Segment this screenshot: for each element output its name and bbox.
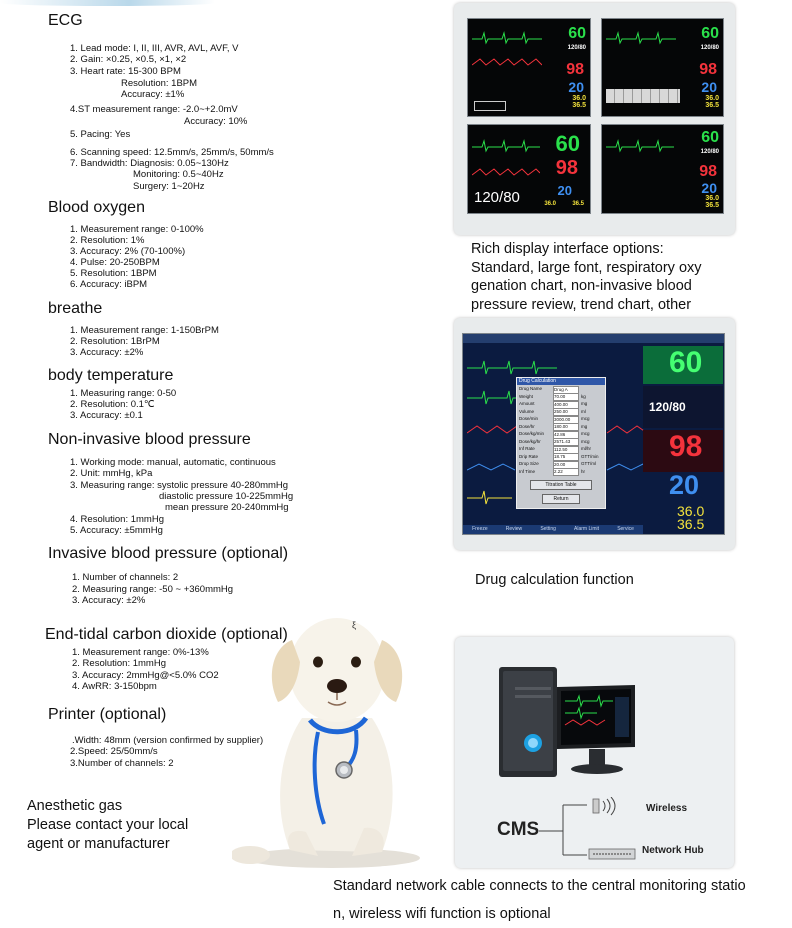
hr-value: 60 — [568, 25, 586, 42]
drug-field-label: Dose/kg/hr — [519, 438, 541, 444]
network-connection-lines — [539, 797, 639, 861]
drug-field-label: Inf Time — [519, 468, 536, 474]
drug-field-value[interactable]: 42.86 — [553, 431, 579, 439]
breathe-heading: breathe — [48, 300, 103, 317]
drug-field-row — [517, 445, 605, 453]
hr-value: 60 — [701, 129, 719, 146]
nibp-mean: mean pressure 20-240mmHg — [165, 502, 289, 513]
display-caption-line-3: genation chart, non-invasive blood — [471, 278, 692, 294]
temp-value-2: 36.5 — [705, 102, 719, 109]
display-caption-line-2: Standard, large font, respiratory oxy — [471, 259, 702, 276]
drug-field-row — [517, 408, 605, 416]
resp-line-1: 1. Measurement range: 1-150BrPM — [70, 325, 219, 336]
menu-review[interactable]: Review — [505, 526, 523, 532]
blood-oxygen-heading: Blood oxygen — [48, 199, 145, 216]
drug-field-unit: ml/hr — [581, 446, 591, 451]
ecg-line-2: 2. Gain: ×0.25, ×0.5, ×1, ×2 — [70, 54, 187, 65]
anesthetic-gas-line-2: Please contact your local — [27, 817, 189, 833]
temp-value-2: 36.5 — [572, 201, 584, 207]
ecg-waveform — [606, 139, 674, 153]
drug-field-row — [517, 460, 605, 468]
menu-alarm-limit[interactable]: Alarm Limit — [574, 526, 600, 532]
drug-field-value[interactable]: 3000.00 — [553, 416, 579, 424]
monitor-screen-oxycrg — [601, 124, 724, 214]
ibp-line-1: 1. Number of channels: 2 — [72, 572, 179, 583]
printer-line-2: 2.Speed: 25/50mm/s — [70, 746, 158, 757]
resp-value: 20 — [701, 180, 717, 196]
drug-field-unit: mcg — [581, 438, 590, 444]
drug-field-value[interactable]: 18.75 — [553, 453, 579, 461]
spo2-line-5: 5. Resolution: 1BPM — [70, 268, 157, 279]
drug-field-label: Drug Name — [519, 386, 543, 391]
drug-field-unit: mg — [581, 423, 588, 429]
ecg-waveform — [472, 31, 542, 45]
display-options-panel — [454, 3, 735, 235]
nibp-line-4: 4. Resolution: 1mmHg — [70, 514, 164, 525]
etco2-line-4: 4. AwRR: 3-150bpm — [72, 681, 157, 692]
drug-field-label: Dose/hr — [519, 423, 535, 429]
display-caption-line-1: Rich display interface options: — [471, 241, 664, 257]
computer-workstation-image — [485, 657, 685, 782]
ecg-st-range: 4.ST measurement range: -2.0~+2.0mV — [70, 104, 238, 115]
spo2-line-1: 1. Measurement range: 0-100% — [70, 224, 204, 235]
spo2-value: 98 — [566, 61, 584, 78]
ecg-hr-resolution: Resolution: 1BPM — [121, 78, 198, 89]
ecg-line-1: 1. Lead mode: I, II, III, AVR, AVL, AVF, V — [70, 43, 239, 54]
drug-field-unit: mg — [581, 401, 588, 406]
bottom-menu-bar — [463, 525, 643, 534]
temp-value-large-1: 36.0 — [677, 503, 705, 519]
ecg-bandwidth-surgery: Surgery: 1~20Hz — [133, 181, 205, 192]
etco2-line-2: 2. Resolution: 1mmHg — [72, 658, 166, 669]
ecg-waveform — [472, 139, 540, 153]
nibp-value: 120/80 — [700, 149, 719, 155]
drug-field-label: Amount — [519, 401, 535, 406]
temp-value-2: 36.5 — [572, 102, 586, 109]
drug-field-unit — [579, 385, 581, 393]
top-decoration-bar — [0, 0, 215, 6]
menu-freeze[interactable]: Freeze — [472, 526, 488, 532]
monitor-screen-trend — [601, 18, 724, 117]
drug-field-value[interactable]: 180.00 — [553, 423, 579, 431]
etco2-heading: End-tidal carbon dioxide (optional) — [45, 626, 288, 643]
drug-field-unit: kg — [581, 393, 586, 399]
drug-field-unit: GTT/ml — [581, 461, 596, 466]
ibp-line-3: 3. Accuracy: ±2% — [72, 595, 146, 606]
nibp-value-large: 120/80 — [649, 400, 686, 414]
resp-line-2: 2. Resolution: 1BrPM — [70, 336, 160, 347]
resp-value: 20 — [557, 183, 572, 198]
trend-table — [606, 89, 680, 103]
etco2-line-1: 1. Measurement range: 0%-13% — [72, 647, 209, 658]
spo2-line-3: 3. Accuracy: 2% (70-100%) — [70, 246, 186, 257]
network-caption-line-1: Standard network cable connects to the central monitoring statio — [333, 878, 746, 894]
ecg-heading: ECG — [48, 12, 83, 29]
drug-field-label: Inf Rate — [519, 446, 535, 451]
pleth-waveform — [472, 165, 540, 179]
nibp-heading: Non-invasive blood pressure — [48, 431, 251, 448]
temp-value-1: 36.0 — [705, 195, 719, 202]
spo2-line-6: 6. Accuracy: iBPM — [70, 279, 148, 290]
drug-field-label: Weight — [519, 393, 533, 399]
anesthetic-gas-line-1: Anesthetic gas — [27, 798, 123, 814]
drug-calculation-dialog — [516, 377, 606, 509]
ecg-bandwidth: 7. Bandwidth: Diagnosis: 0.05~130Hz — [70, 158, 229, 169]
drug-field-value[interactable]: 250.00 — [553, 408, 579, 416]
temp-line-3: 3. Accuracy: ±0.1 — [70, 410, 143, 421]
hr-value: 60 — [555, 131, 580, 156]
network-caption-line-2: n, wireless wifi function is optional — [333, 906, 551, 922]
anesthetic-gas-line-3: agent or manufacturer — [27, 836, 170, 852]
drug-calculation-screen — [462, 333, 725, 535]
temp-value-1: 36.0 — [705, 95, 719, 102]
resp-value-large: 20 — [669, 470, 700, 500]
drug-field-value[interactable]: 112.50 — [553, 446, 579, 454]
nibp-diastolic: diastolic pressure 10-225mmHg — [159, 491, 294, 502]
nibp-value: 120/80 — [567, 45, 586, 51]
temp-value-1: 36.0 — [572, 95, 586, 102]
drug-field-row — [517, 468, 605, 476]
temp-line-2: 2. Resolution: 0.1℃ — [70, 399, 155, 410]
nibp-line-1: 1. Working mode: manual, automatic, continuous — [70, 457, 276, 468]
menu-setting[interactable]: Setting — [540, 526, 556, 532]
etco2-line-3: 3. Accuracy: 2mmHg@<5.0% CO2 — [72, 670, 219, 681]
temp-value-1: 36.0 — [544, 201, 556, 207]
drug-field-list — [517, 385, 605, 475]
printer-line-3: 3.Number of channels: 2 — [70, 758, 174, 769]
ibp-heading: Invasive blood pressure (optional) — [48, 545, 289, 562]
resp-value: 20 — [701, 79, 717, 95]
titration-table-button[interactable]: Titration Table — [530, 480, 592, 490]
ecg-line-3: 3. Heart rate: 15-300 BPM — [70, 66, 181, 77]
monitor-screen-standard — [467, 18, 591, 117]
drug-field-row — [517, 423, 605, 431]
monitor-screen-large-font — [467, 124, 591, 214]
drug-field-label: Dose/min — [519, 416, 539, 421]
ecg-st-accuracy: Accuracy: 10% — [184, 116, 248, 127]
temperature-heading: body temperature — [48, 367, 174, 384]
temp-line-1: 1. Measuring range: 0-50 — [70, 388, 177, 399]
drug-field-value[interactable]: 400.00 — [553, 401, 579, 409]
ecg-hr-accuracy: Accuracy: ±1% — [121, 89, 185, 100]
temp-value-large-2: 36.5 — [677, 516, 705, 532]
menu-service[interactable]: Service — [617, 526, 634, 532]
ecg-pacing: 5. Pacing: Yes — [70, 129, 131, 140]
ecg-scanning-speed: 6. Scanning speed: 12.5mm/s, 25mm/s, 50mm/s — [70, 147, 274, 158]
drug-field-row — [517, 415, 605, 423]
printer-heading: Printer (optional) — [48, 706, 167, 723]
ecg-bandwidth-monitoring: Monitoring: 0.5~40Hz — [133, 169, 224, 180]
spo2-value: 98 — [555, 157, 578, 179]
drug-field-value[interactable]: 2.22 — [553, 468, 579, 476]
drug-field-row — [517, 385, 605, 393]
nibp-line-2: 2. Unit: mmHg, kPa — [70, 468, 153, 479]
drug-field-value[interactable]: Drug A — [553, 386, 579, 394]
drug-field-label: Drip Rate — [519, 453, 539, 459]
ecg-waveform — [606, 31, 676, 45]
printer-line-1: .Width: 48mm (version confirmed by supplier) — [72, 735, 264, 746]
spo2-value: 98 — [699, 163, 717, 180]
drug-field-row — [517, 453, 605, 461]
drug-field-label: Drop Size — [519, 461, 539, 466]
cms-label: CMS — [497, 819, 540, 840]
drug-calculation-caption: Drug calculation function — [475, 572, 634, 588]
display-caption-line-4: pressure review, trend chart, other — [471, 296, 692, 313]
drug-field-row — [517, 400, 605, 408]
drug-field-value[interactable]: 2571.43 — [553, 438, 579, 446]
temp-value-2: 36.5 — [705, 202, 719, 209]
drug-field-label: Volume — [519, 408, 535, 414]
spo2-value: 98 — [699, 61, 717, 78]
nibp-line-3: 3. Measuring range: systolic pressure 40-280mmHg — [70, 480, 289, 491]
drug-field-row — [517, 430, 605, 438]
drug-field-value[interactable]: 70.00 — [553, 393, 579, 401]
drug-field-unit: mcg — [581, 431, 590, 436]
nibp-value: 120/80 — [474, 189, 520, 206]
wireless-label: Wireless — [646, 803, 688, 814]
screen-status-bar — [463, 334, 724, 343]
drug-field-unit: GTT/min — [581, 453, 599, 459]
drug-field-row — [517, 438, 605, 446]
drug-field-unit: mcg — [581, 416, 590, 421]
pleth-waveform — [472, 55, 542, 69]
spo2-value-large: 98 — [669, 430, 703, 463]
drug-calculation-panel — [454, 318, 735, 550]
ibp-line-2: 2. Measuring range: -50 ~ +360mmHg — [72, 584, 234, 595]
resp-line-3: 3. Accuracy: ±2% — [70, 347, 144, 358]
network-panel — [455, 637, 734, 868]
drug-field-unit: hr — [581, 468, 586, 474]
drug-field-unit: ml — [581, 408, 586, 414]
resp-value: 20 — [568, 79, 584, 95]
drug-field-value[interactable]: 20.00 — [553, 461, 579, 469]
puppy-with-stethoscope-image — [232, 600, 428, 872]
dot-mark: ξ — [352, 620, 357, 630]
hr-value: 60 — [701, 25, 719, 42]
return-button[interactable]: Return — [542, 494, 580, 504]
drug-field-label: Dose/kg/min — [519, 431, 545, 436]
network-hub-label: Network Hub — [642, 845, 704, 856]
spo2-line-4: 4. Pulse: 20-250BPM — [70, 257, 160, 268]
nibp-value: 120/80 — [700, 45, 719, 51]
hr-value-large: 60 — [669, 346, 703, 379]
drug-field-row — [517, 393, 605, 401]
nibp-box — [474, 101, 506, 111]
dialog-title: Drug Calculation — [517, 378, 605, 385]
spo2-line-2: 2. Resolution: 1% — [70, 235, 145, 246]
nibp-line-5: 5. Accuracy: ±5mmHg — [70, 525, 163, 536]
